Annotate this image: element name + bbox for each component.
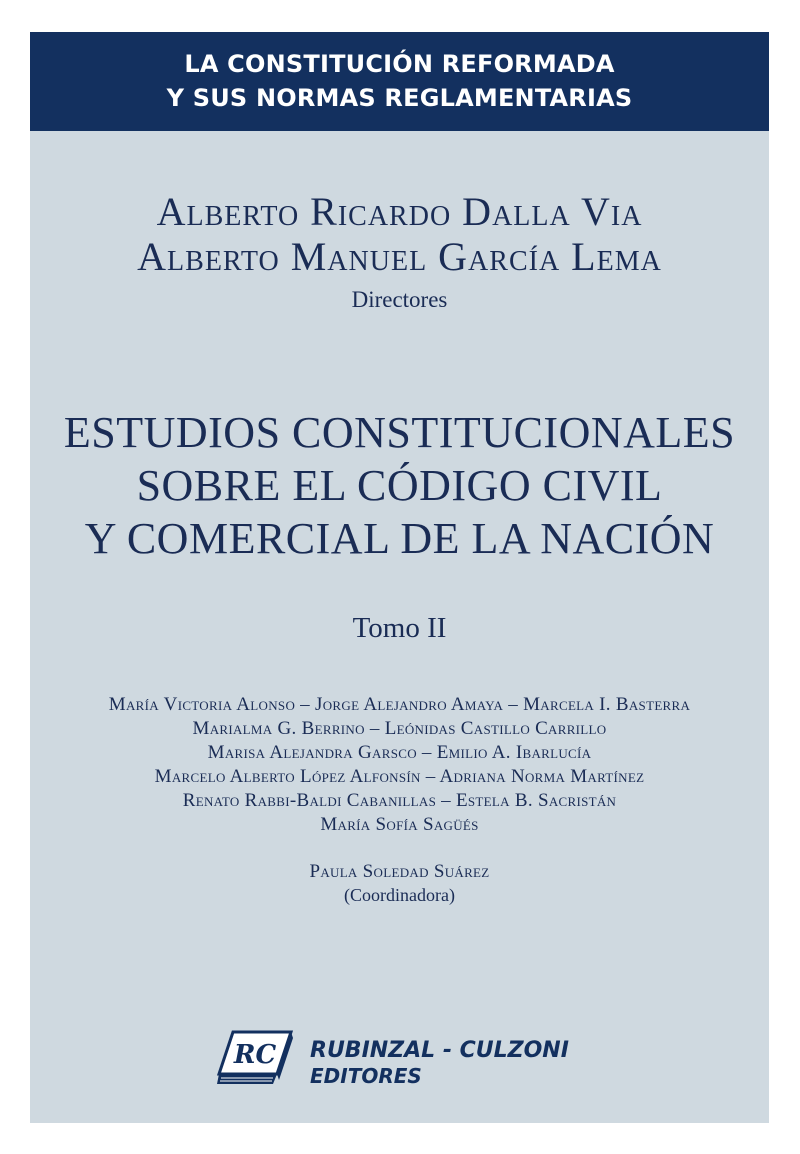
director-name-1: Alberto Ricardo Dalla Via [156,189,643,234]
coordinator-role: (Coordinadora) [344,885,455,905]
series-title-line-2: Y SUS NORMAS REGLAMENTARIAS [166,84,633,112]
publisher-logo-letters: RC [233,1040,277,1070]
series-banner [30,32,769,131]
book-title-line-3: Y COMERCIAL DE LA NACIÓN [84,514,715,563]
publisher-subtitle: EDITORES [310,1064,422,1088]
contributors-line-3: Marisa Alejandra Garsco – Emilio A. Ibarlucía [207,742,592,763]
publisher-name: RUBINZAL - CULZONI [310,1038,569,1063]
contributors-line-1: María Victoria Alonso – Jorge Alejandro Amaya – Marcela I. Basterra [108,694,691,715]
book-title-line-1: ESTUDIOS CONSTITUCIONALES [63,408,736,457]
volume-label: Tomo II [352,612,447,644]
contributors-line-2: Marialma G. Berrino – Leónidas Castillo Carrillo [192,718,607,739]
book-cover [30,32,769,1123]
coordinator-name: Paula Soledad Suárez [309,861,490,882]
directors-label: Directores [351,287,448,312]
publisher-logo-icon [215,1028,295,1088]
director-name-2: Alberto Manuel García Lema [137,234,662,279]
series-title-line-1: LA CONSTITUCIÓN REFORMADA [184,50,615,78]
contributors-line-4: Marcelo Alberto López Alfonsín – Adriana Norma Martínez [154,766,645,787]
book-title-line-2: SOBRE EL CÓDIGO CIVIL [136,461,663,510]
contributors-line-5: Renato Rabbi-Baldi Cabanillas – Estela B. Sacristán [182,790,617,811]
contributors-line-6: María Sofía Sagüés [320,814,479,835]
